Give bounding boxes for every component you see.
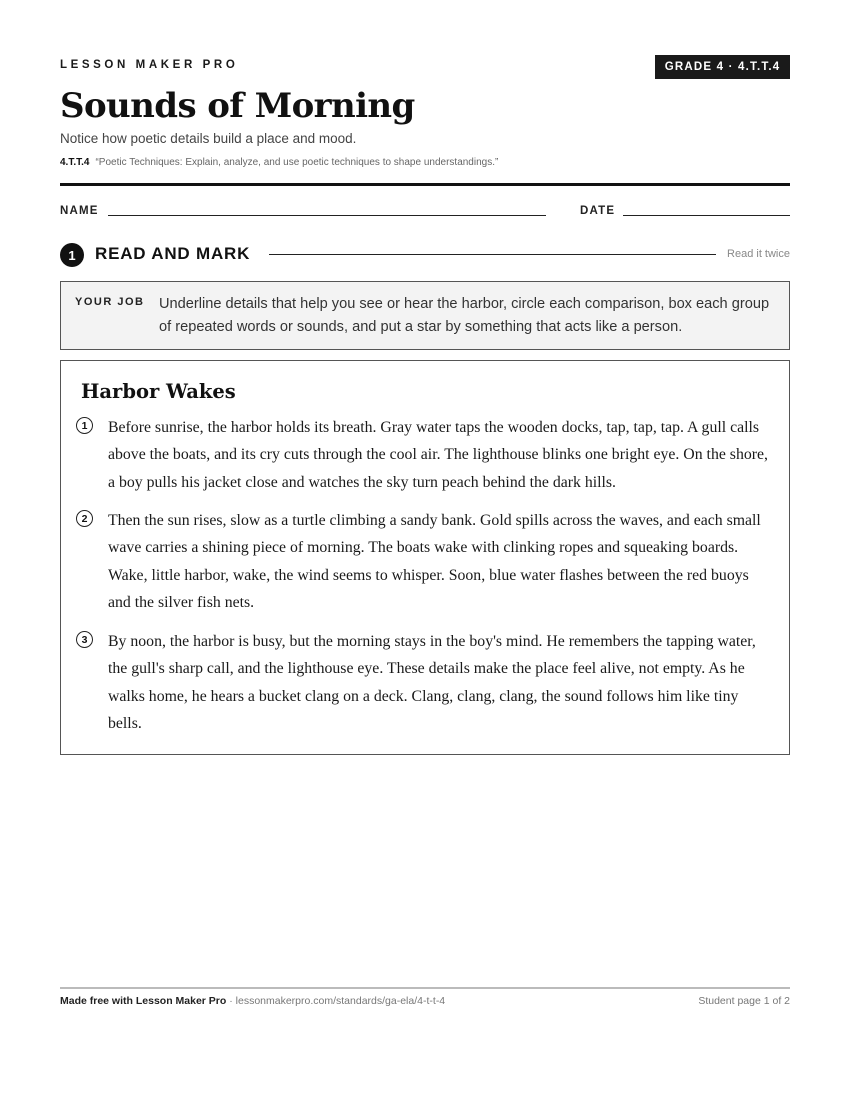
instructions-label: YOUR JOB <box>75 296 145 308</box>
page-subtitle: Notice how poetic details build a place and mood. <box>60 131 357 146</box>
header-divider <box>60 183 790 186</box>
footer-divider <box>60 987 790 989</box>
instructions-box <box>60 281 790 350</box>
footer-credit <box>60 995 445 1007</box>
paragraph-number: 2 <box>76 510 93 527</box>
page-indicator: Student page 1 of 2 <box>698 995 790 1007</box>
standard-code: 4.T.T.4 <box>60 157 90 168</box>
section-divider <box>269 254 716 255</box>
date-label: DATE <box>580 205 616 217</box>
name-label: NAME <box>60 205 99 217</box>
standard-line <box>60 157 498 168</box>
name-field[interactable] <box>108 215 546 216</box>
passage-paragraph: Before sunrise, the harbor holds its breath. Gray water taps the wooden docks, tap, tap, tap. A gull calls above the boats, and its cry cuts through the cool air. The lighthouse blinks one bright eye. On the shore, a boy pulls his jacket close and watches the sky turn peach behind the dark hills. <box>108 419 768 491</box>
worksheet-page <box>60 0 790 1100</box>
passage-paragraph: By noon, the harbor is busy, but the morning stays in the boy's mind. He remembers the tapping water, the gull's sharp call, and the lighthouse eye. These details make the place feel alive, not empty. As he walks home, he hears a bucket clang on a deck. Clang, clang, clang, the sound follows him like tiny bells. <box>108 633 756 732</box>
paragraph-number: 1 <box>76 417 93 434</box>
instructions-text: Underline details that help you see or hear the harbor, circle each comparison, box each group of repeated words or sounds, and put a star by something that acts like a person. <box>159 296 770 335</box>
footer-url: · lessonmakerpro.com/standards/ga-ela/4-t-t-4 <box>226 995 446 1007</box>
footer-brand: Made free with Lesson Maker Pro <box>60 995 227 1007</box>
brand-name: LESSON MAKER PRO <box>60 59 239 71</box>
section-number-badge: 1 <box>60 243 84 267</box>
standard-text: “Poetic Techniques: Explain, analyze, and use poetic techniques to shape understandings.” <box>95 157 499 168</box>
passage-paragraph: Then the sun rises, slow as a turtle climbing a sandy bank. Gold spills across the waves, and each small wave carries a shining piece of morning. The boats wake with clinking ropes and squeaking boards. Wake, little harbor, wake, the wind seems to whisper. Soon, blue water flashes between the red buoys and the silver fish nets. <box>108 512 761 611</box>
passage-title: Harbor Wakes <box>81 380 236 403</box>
section-title: READ AND MARK <box>95 244 251 263</box>
grade-badge: GRADE 4 · 4.T.T.4 <box>655 55 790 79</box>
page-title: Sounds of Morning <box>60 86 415 126</box>
passage-box <box>60 360 790 755</box>
section-note: Read it twice <box>727 248 790 260</box>
date-field[interactable] <box>623 215 790 216</box>
paragraph-number: 3 <box>76 631 93 648</box>
